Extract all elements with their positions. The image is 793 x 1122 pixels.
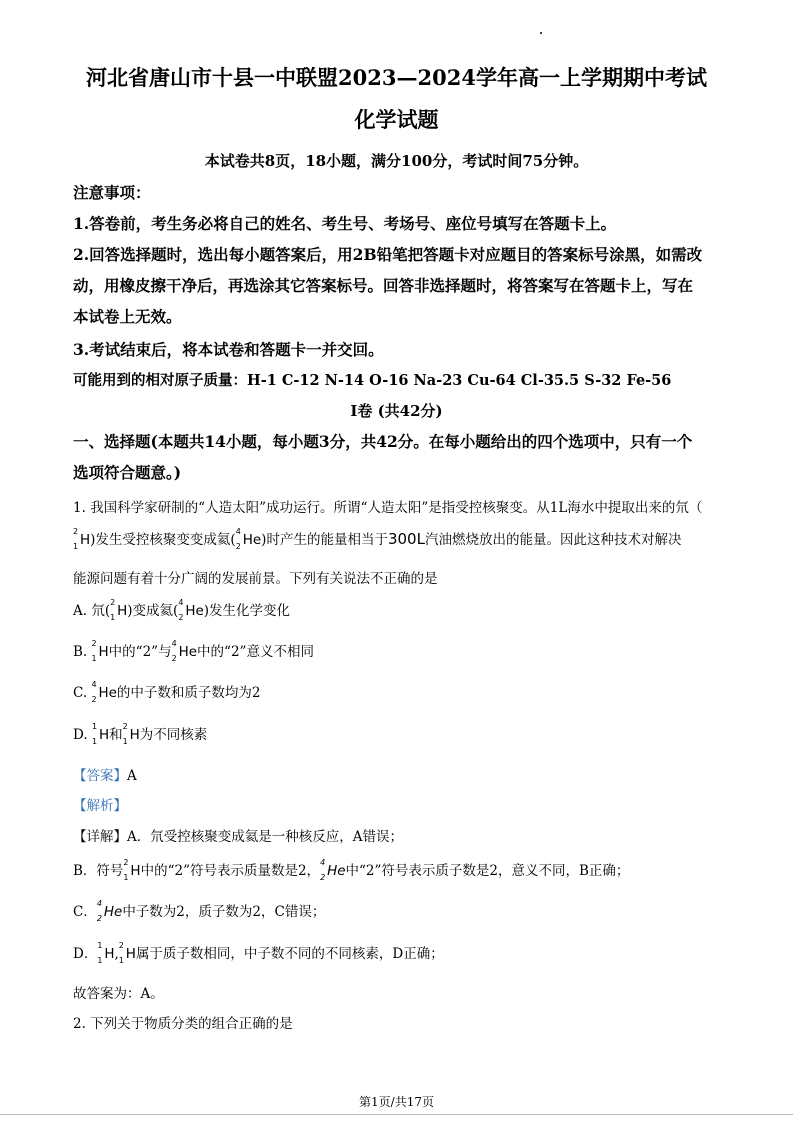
q1-detail-c: C． 4 2 He中子数为2，质子数为2，C错误； — [73, 899, 326, 923]
scan-dot — [540, 32, 542, 34]
q1-answer — [73, 764, 137, 784]
q1-option-b: B. 2 1 H中的“2”与 4 2 He中的“2”意义不相同 — [73, 639, 314, 663]
subject-title: 化学试题 — [354, 107, 439, 132]
note-item-2-cont: 动，用橡皮擦干净后，再选涂其它答案标号。回答非选择题时，将答案写在答题卡上，写在 — [73, 276, 694, 295]
answer-tag: 【答案】 — [73, 768, 127, 784]
exam-title: 河北省唐山市十县一中联盟2023—2024学年高一上学期期中考试 — [86, 65, 707, 90]
q1-detail-b: B．符号 2 1 H中的“2”符号表示质量数是2， 4 2 He中“2”符号表示质子数是2，意义不同，B正确； — [73, 858, 630, 882]
note-item-1: 1.答卷前，考生务必将自己的姓名、考生号、考场号、座位号填写在答题卡上。 — [73, 214, 617, 233]
page-number: 第1页/共17页 — [359, 1095, 434, 1109]
exam-info: 本试卷共8页，18小题，满分100分，考试时间75分钟。 — [204, 152, 589, 170]
q1-stem-line1: 1. 我国科学家研制的“人造太阳”成功运行。所谓“人造太阳”是指受控核聚变。从1L海水中提取出来的氘（ — [73, 500, 703, 516]
q2-stem: 2. 下列关于物质分类的组合正确的是 — [73, 1016, 293, 1032]
footer-divider — [0, 1114, 793, 1115]
section-heading: 一、选择题(本题共14小题，每小题3分，共42分。在每小题给出的四个选项中，只有一个 — [73, 432, 693, 451]
isotope-h2: 2 1 H — [73, 527, 91, 551]
answer-value: A — [127, 768, 137, 784]
note-item-3: 3.考试结束后，将本试卷和答题卡一并交回。 — [73, 340, 384, 359]
q1-option-a: A. 氘( 2 1 H)变成氦( 4 2 He)发生化学变化 — [73, 598, 291, 622]
q1-analysis-tag: 【解析】 — [73, 798, 127, 814]
q1-option-c: C. 4 2 He的中子数和质子数均为2 — [73, 680, 261, 704]
q1-detail-d: D． 1 1 H, 2 1 H属于质子数相同，中子数不同的不同核素，D正确； — [73, 941, 444, 965]
atomic-masses: 可能用到的相对原子质量：H-1 C-12 N-14 O-16 Na-23 Cu-64 Cl-35.5 S-32 Fe-56 — [73, 372, 672, 389]
q1-conclusion: 故答案为：A。 — [73, 986, 164, 1002]
section-heading-cont: 选项符合题意。) — [73, 463, 182, 482]
q1-stem-line2: 2 1 H)发生受控核聚变变成氦( 4 2 He)时产生的能量相当于300L汽油燃烧放出的能量。因此这种技术对解决 — [73, 527, 682, 551]
q1-detail-a: 【详解】A．氘受控核聚变成氦是一种核反应，A错误； — [73, 829, 403, 845]
isotope-he4: 4 2 He — [235, 527, 262, 551]
q1-stem-line3: 能源问题有着十分广阔的发展前景。下列有关说法不正确的是 — [73, 571, 438, 587]
note-item-2: 2.回答选择题时，选出每小题答案后，用2B铅笔把答题卡对应题目的答案标号涂黑，如需改 — [73, 245, 703, 264]
volume-heading: I卷 (共42分) — [350, 402, 443, 420]
notes-heading: 注意事项： — [73, 183, 151, 202]
q1-option-d: D. 1 1 H和 2 1 H为不同核素 — [73, 722, 208, 746]
note-item-2-end: 本试卷上无效。 — [73, 307, 182, 326]
